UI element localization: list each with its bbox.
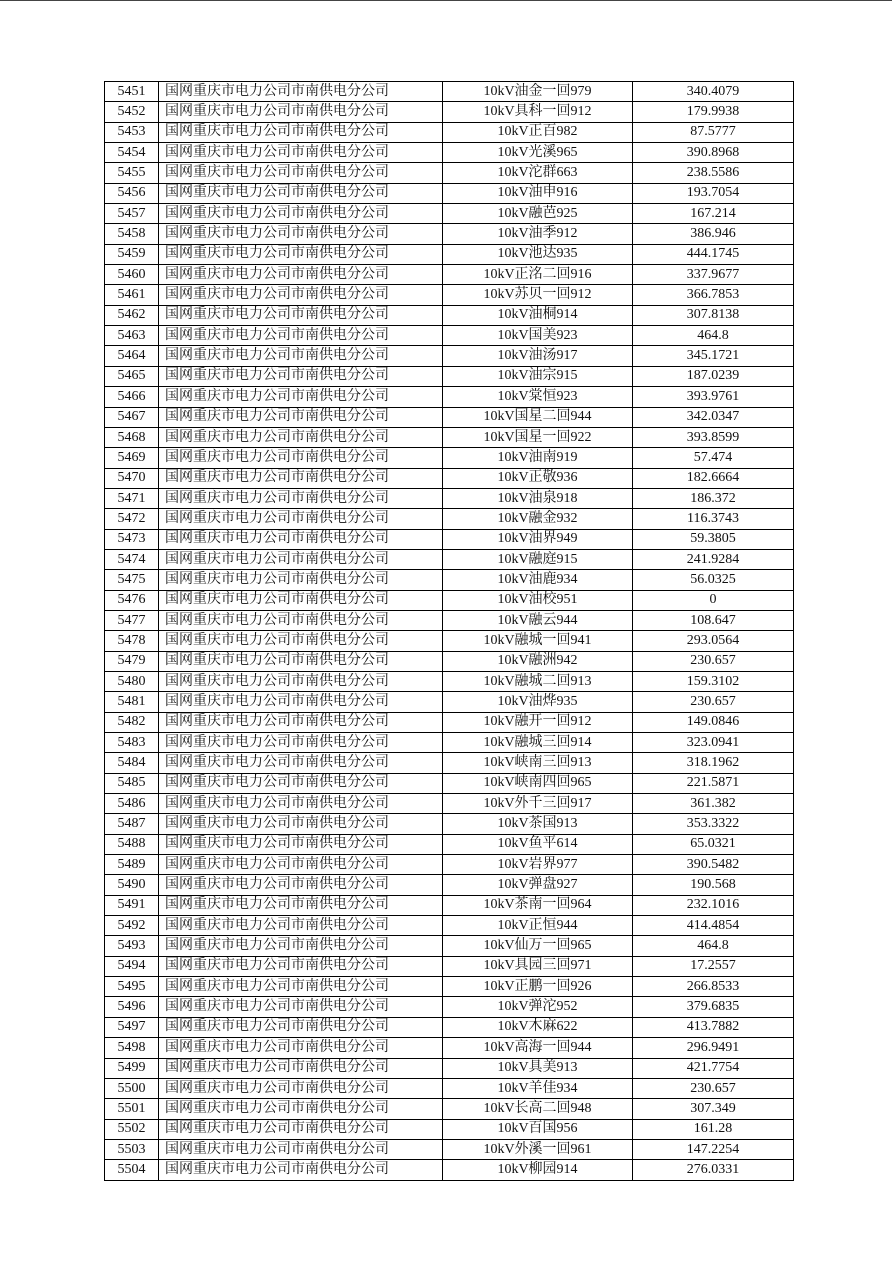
line-name: 10kV仙万一回965 <box>443 936 633 956</box>
value: 307.8138 <box>633 305 794 325</box>
row-number: 5497 <box>105 1017 159 1037</box>
row-number: 5492 <box>105 916 159 936</box>
value: 393.9761 <box>633 387 794 407</box>
table-row <box>105 407 794 427</box>
line-name: 10kV油桐914 <box>443 305 633 325</box>
line-name: 10kV苏贝一回912 <box>443 285 633 305</box>
line-name: 10kV融庭915 <box>443 549 633 569</box>
row-number: 5467 <box>105 407 159 427</box>
company-name: 国网重庆市电力公司市南供电分公司 <box>159 834 443 854</box>
company-name: 国网重庆市电力公司市南供电分公司 <box>159 285 443 305</box>
value: 421.7754 <box>633 1058 794 1078</box>
company-name: 国网重庆市电力公司市南供电分公司 <box>159 549 443 569</box>
table-row <box>105 1038 794 1058</box>
company-name: 国网重庆市电力公司市南供电分公司 <box>159 1139 443 1159</box>
value: 386.946 <box>633 224 794 244</box>
row-number: 5482 <box>105 712 159 732</box>
row-number: 5473 <box>105 529 159 549</box>
line-name: 10kV油南919 <box>443 448 633 468</box>
table-row <box>105 122 794 142</box>
line-name: 10kV高海一回944 <box>443 1038 633 1058</box>
company-name: 国网重庆市电力公司市南供电分公司 <box>159 590 443 610</box>
row-number: 5494 <box>105 956 159 976</box>
company-name: 国网重庆市电力公司市南供电分公司 <box>159 671 443 691</box>
table-row <box>105 549 794 569</box>
table-row <box>105 794 794 814</box>
row-number: 5501 <box>105 1099 159 1119</box>
line-name: 10kV国星一回922 <box>443 427 633 447</box>
company-name: 国网重庆市电力公司市南供电分公司 <box>159 427 443 447</box>
line-name: 10kV长高二回948 <box>443 1099 633 1119</box>
table-row <box>105 834 794 854</box>
table-row <box>105 1078 794 1098</box>
table-row <box>105 570 794 590</box>
row-number: 5483 <box>105 733 159 753</box>
value: 0 <box>633 590 794 610</box>
company-name: 国网重庆市电力公司市南供电分公司 <box>159 977 443 997</box>
row-number: 5496 <box>105 997 159 1017</box>
company-name: 国网重庆市电力公司市南供电分公司 <box>159 204 443 224</box>
value: 190.568 <box>633 875 794 895</box>
value: 182.6664 <box>633 468 794 488</box>
row-number: 5472 <box>105 509 159 529</box>
line-name: 10kV峡南三回913 <box>443 753 633 773</box>
row-number: 5463 <box>105 326 159 346</box>
value: 414.4854 <box>633 916 794 936</box>
line-name: 10kV油校951 <box>443 590 633 610</box>
table-row <box>105 1058 794 1078</box>
line-name: 10kV外千三回917 <box>443 794 633 814</box>
line-name: 10kV正洺二回916 <box>443 265 633 285</box>
table-row <box>105 488 794 508</box>
row-number: 5490 <box>105 875 159 895</box>
line-name: 10kV茶国913 <box>443 814 633 834</box>
row-number: 5474 <box>105 549 159 569</box>
line-name: 10kV具园三回971 <box>443 956 633 976</box>
row-number: 5451 <box>105 82 159 102</box>
line-name: 10kV融洲942 <box>443 651 633 671</box>
company-name: 国网重庆市电力公司市南供电分公司 <box>159 956 443 976</box>
company-name: 国网重庆市电力公司市南供电分公司 <box>159 102 443 122</box>
row-number: 5461 <box>105 285 159 305</box>
value: 379.6835 <box>633 997 794 1017</box>
row-number: 5457 <box>105 204 159 224</box>
line-name: 10kV光溪965 <box>443 143 633 163</box>
line-name: 10kV正百982 <box>443 122 633 142</box>
value: 340.4079 <box>633 82 794 102</box>
value: 161.28 <box>633 1119 794 1139</box>
company-name: 国网重庆市电力公司市南供电分公司 <box>159 305 443 325</box>
table-row <box>105 814 794 834</box>
value: 318.1962 <box>633 753 794 773</box>
table-row <box>105 529 794 549</box>
company-name: 国网重庆市电力公司市南供电分公司 <box>159 224 443 244</box>
table-row <box>105 163 794 183</box>
value: 159.3102 <box>633 671 794 691</box>
company-name: 国网重庆市电力公司市南供电分公司 <box>159 895 443 915</box>
value: 296.9491 <box>633 1038 794 1058</box>
row-number: 5491 <box>105 895 159 915</box>
company-name: 国网重庆市电力公司市南供电分公司 <box>159 468 443 488</box>
value: 108.647 <box>633 610 794 630</box>
table-row <box>105 997 794 1017</box>
value: 232.1016 <box>633 895 794 915</box>
line-name: 10kV正敬936 <box>443 468 633 488</box>
row-number: 5480 <box>105 671 159 691</box>
value: 57.474 <box>633 448 794 468</box>
row-number: 5468 <box>105 427 159 447</box>
line-name: 10kV油泉918 <box>443 488 633 508</box>
line-name: 10kV油界949 <box>443 529 633 549</box>
line-name: 10kV油季912 <box>443 224 633 244</box>
table-row <box>105 712 794 732</box>
value: 413.7882 <box>633 1017 794 1037</box>
row-number: 5476 <box>105 590 159 610</box>
value: 65.0321 <box>633 834 794 854</box>
table-row <box>105 610 794 630</box>
table-row <box>105 224 794 244</box>
table-row <box>105 773 794 793</box>
row-number: 5460 <box>105 265 159 285</box>
row-number: 5458 <box>105 224 159 244</box>
value: 444.1745 <box>633 244 794 264</box>
table-row <box>105 346 794 366</box>
row-number: 5452 <box>105 102 159 122</box>
line-name: 10kV正恒944 <box>443 916 633 936</box>
value: 353.3322 <box>633 814 794 834</box>
value: 393.8599 <box>633 427 794 447</box>
company-name: 国网重庆市电力公司市南供电分公司 <box>159 814 443 834</box>
company-name: 国网重庆市电力公司市南供电分公司 <box>159 1017 443 1037</box>
table-row <box>105 427 794 447</box>
table-row <box>105 1160 794 1180</box>
page-top-border <box>0 0 892 1</box>
line-name: 10kV国星二回944 <box>443 407 633 427</box>
table-row <box>105 468 794 488</box>
value: 116.3743 <box>633 509 794 529</box>
row-number: 5486 <box>105 794 159 814</box>
table-row <box>105 244 794 264</box>
company-name: 国网重庆市电力公司市南供电分公司 <box>159 122 443 142</box>
value: 149.0846 <box>633 712 794 732</box>
value: 17.2557 <box>633 956 794 976</box>
table-row <box>105 936 794 956</box>
company-name: 国网重庆市电力公司市南供电分公司 <box>159 753 443 773</box>
value: 390.8968 <box>633 143 794 163</box>
company-name: 国网重庆市电力公司市南供电分公司 <box>159 936 443 956</box>
company-name: 国网重庆市电力公司市南供电分公司 <box>159 488 443 508</box>
table-row <box>105 875 794 895</box>
company-name: 国网重庆市电力公司市南供电分公司 <box>159 163 443 183</box>
line-name: 10kV棠恒923 <box>443 387 633 407</box>
company-name: 国网重庆市电力公司市南供电分公司 <box>159 387 443 407</box>
company-name: 国网重庆市电力公司市南供电分公司 <box>159 712 443 732</box>
row-number: 5456 <box>105 183 159 203</box>
company-name: 国网重庆市电力公司市南供电分公司 <box>159 794 443 814</box>
value: 193.7054 <box>633 183 794 203</box>
table-row <box>105 305 794 325</box>
table-row <box>105 977 794 997</box>
line-name: 10kV正鹏一回926 <box>443 977 633 997</box>
row-number: 5487 <box>105 814 159 834</box>
row-number: 5484 <box>105 753 159 773</box>
row-number: 5495 <box>105 977 159 997</box>
line-name: 10kV沱群663 <box>443 163 633 183</box>
company-name: 国网重庆市电力公司市南供电分公司 <box>159 733 443 753</box>
row-number: 5504 <box>105 1160 159 1180</box>
value: 241.9284 <box>633 549 794 569</box>
line-name: 10kV外溪一回961 <box>443 1139 633 1159</box>
row-number: 5470 <box>105 468 159 488</box>
table-row <box>105 366 794 386</box>
line-name: 10kV峡南四回965 <box>443 773 633 793</box>
value: 307.349 <box>633 1099 794 1119</box>
line-name: 10kV岩界977 <box>443 855 633 875</box>
value: 238.5586 <box>633 163 794 183</box>
row-number: 5455 <box>105 163 159 183</box>
line-name: 10kV木麻622 <box>443 1017 633 1037</box>
table-row <box>105 590 794 610</box>
row-number: 5462 <box>105 305 159 325</box>
value: 345.1721 <box>633 346 794 366</box>
line-name: 10kV国美923 <box>443 326 633 346</box>
value: 230.657 <box>633 692 794 712</box>
company-name: 国网重庆市电力公司市南供电分公司 <box>159 773 443 793</box>
row-number: 5477 <box>105 610 159 630</box>
table-row <box>105 509 794 529</box>
value: 186.372 <box>633 488 794 508</box>
table-row <box>105 183 794 203</box>
table-row <box>105 631 794 651</box>
value: 390.5482 <box>633 855 794 875</box>
value: 221.5871 <box>633 773 794 793</box>
row-number: 5500 <box>105 1078 159 1098</box>
line-name: 10kV融城二回913 <box>443 671 633 691</box>
table-body <box>105 82 794 1181</box>
company-name: 国网重庆市电力公司市南供电分公司 <box>159 509 443 529</box>
company-name: 国网重庆市电力公司市南供电分公司 <box>159 346 443 366</box>
value: 276.0331 <box>633 1160 794 1180</box>
line-name: 10kV油金一回979 <box>443 82 633 102</box>
company-name: 国网重庆市电力公司市南供电分公司 <box>159 1099 443 1119</box>
company-name: 国网重庆市电力公司市南供电分公司 <box>159 570 443 590</box>
company-name: 国网重庆市电力公司市南供电分公司 <box>159 997 443 1017</box>
company-name: 国网重庆市电力公司市南供电分公司 <box>159 183 443 203</box>
row-number: 5459 <box>105 244 159 264</box>
value: 230.657 <box>633 651 794 671</box>
table-row <box>105 448 794 468</box>
line-name: 10kV油烨935 <box>443 692 633 712</box>
row-number: 5465 <box>105 366 159 386</box>
value: 337.9677 <box>633 265 794 285</box>
value: 366.7853 <box>633 285 794 305</box>
row-number: 5471 <box>105 488 159 508</box>
value: 323.0941 <box>633 733 794 753</box>
company-name: 国网重庆市电力公司市南供电分公司 <box>159 407 443 427</box>
company-name: 国网重庆市电力公司市南供电分公司 <box>159 651 443 671</box>
row-number: 5485 <box>105 773 159 793</box>
table-row <box>105 916 794 936</box>
line-name: 10kV油鹿934 <box>443 570 633 590</box>
table-row <box>105 204 794 224</box>
line-name: 10kV百国956 <box>443 1119 633 1139</box>
company-name: 国网重庆市电力公司市南供电分公司 <box>159 265 443 285</box>
company-name: 国网重庆市电力公司市南供电分公司 <box>159 1160 443 1180</box>
table-row <box>105 387 794 407</box>
table-row <box>105 651 794 671</box>
table-row <box>105 895 794 915</box>
value: 342.0347 <box>633 407 794 427</box>
line-name: 10kV融芭925 <box>443 204 633 224</box>
value: 361.382 <box>633 794 794 814</box>
line-name: 10kV羊佳934 <box>443 1078 633 1098</box>
table-row <box>105 1099 794 1119</box>
company-name: 国网重庆市电力公司市南供电分公司 <box>159 1078 443 1098</box>
company-name: 国网重庆市电力公司市南供电分公司 <box>159 855 443 875</box>
line-name: 10kV油宗915 <box>443 366 633 386</box>
line-name: 10kV融金932 <box>443 509 633 529</box>
table-row <box>105 1017 794 1037</box>
company-name: 国网重庆市电力公司市南供电分公司 <box>159 82 443 102</box>
table-row <box>105 285 794 305</box>
value: 87.5777 <box>633 122 794 142</box>
company-name: 国网重庆市电力公司市南供电分公司 <box>159 244 443 264</box>
line-name: 10kV融云944 <box>443 610 633 630</box>
company-name: 国网重庆市电力公司市南供电分公司 <box>159 631 443 651</box>
value: 230.657 <box>633 1078 794 1098</box>
line-name: 10kV油申916 <box>443 183 633 203</box>
row-number: 5475 <box>105 570 159 590</box>
value: 56.0325 <box>633 570 794 590</box>
company-name: 国网重庆市电力公司市南供电分公司 <box>159 1119 443 1139</box>
row-number: 5499 <box>105 1058 159 1078</box>
line-name: 10kV油汤917 <box>443 346 633 366</box>
row-number: 5478 <box>105 631 159 651</box>
line-name: 10kV池达935 <box>443 244 633 264</box>
value: 167.214 <box>633 204 794 224</box>
company-name: 国网重庆市电力公司市南供电分公司 <box>159 448 443 468</box>
value: 266.8533 <box>633 977 794 997</box>
table-row <box>105 1119 794 1139</box>
company-name: 国网重庆市电力公司市南供电分公司 <box>159 916 443 936</box>
row-number: 5453 <box>105 122 159 142</box>
table-row <box>105 82 794 102</box>
company-name: 国网重庆市电力公司市南供电分公司 <box>159 1038 443 1058</box>
row-number: 5503 <box>105 1139 159 1159</box>
feeder-table <box>104 81 794 1181</box>
value: 464.8 <box>633 326 794 346</box>
company-name: 国网重庆市电力公司市南供电分公司 <box>159 366 443 386</box>
table-row <box>105 671 794 691</box>
table-row <box>105 102 794 122</box>
row-number: 5454 <box>105 143 159 163</box>
company-name: 国网重庆市电力公司市南供电分公司 <box>159 529 443 549</box>
row-number: 5466 <box>105 387 159 407</box>
value: 187.0239 <box>633 366 794 386</box>
line-name: 10kV融城三回914 <box>443 733 633 753</box>
table-row <box>105 855 794 875</box>
row-number: 5489 <box>105 855 159 875</box>
line-name: 10kV具美913 <box>443 1058 633 1078</box>
row-number: 5502 <box>105 1119 159 1139</box>
line-name: 10kV茶南一回964 <box>443 895 633 915</box>
table-row <box>105 733 794 753</box>
value: 179.9938 <box>633 102 794 122</box>
table-row <box>105 956 794 976</box>
row-number: 5479 <box>105 651 159 671</box>
value: 464.8 <box>633 936 794 956</box>
line-name: 10kV融城一回941 <box>443 631 633 651</box>
row-number: 5498 <box>105 1038 159 1058</box>
line-name: 10kV柳园914 <box>443 1160 633 1180</box>
table-row <box>105 265 794 285</box>
table-row <box>105 143 794 163</box>
value: 293.0564 <box>633 631 794 651</box>
line-name: 10kV具科一回912 <box>443 102 633 122</box>
table-row <box>105 692 794 712</box>
row-number: 5493 <box>105 936 159 956</box>
table-row <box>105 326 794 346</box>
table-row <box>105 753 794 773</box>
value: 147.2254 <box>633 1139 794 1159</box>
row-number: 5481 <box>105 692 159 712</box>
line-name: 10kV弹盘927 <box>443 875 633 895</box>
company-name: 国网重庆市电力公司市南供电分公司 <box>159 1058 443 1078</box>
company-name: 国网重庆市电力公司市南供电分公司 <box>159 692 443 712</box>
company-name: 国网重庆市电力公司市南供电分公司 <box>159 143 443 163</box>
row-number: 5488 <box>105 834 159 854</box>
table-row <box>105 1139 794 1159</box>
line-name: 10kV弹沱952 <box>443 997 633 1017</box>
row-number: 5469 <box>105 448 159 468</box>
company-name: 国网重庆市电力公司市南供电分公司 <box>159 326 443 346</box>
line-name: 10kV鱼平614 <box>443 834 633 854</box>
line-name: 10kV融开一回912 <box>443 712 633 732</box>
row-number: 5464 <box>105 346 159 366</box>
company-name: 国网重庆市电力公司市南供电分公司 <box>159 875 443 895</box>
value: 59.3805 <box>633 529 794 549</box>
company-name: 国网重庆市电力公司市南供电分公司 <box>159 610 443 630</box>
